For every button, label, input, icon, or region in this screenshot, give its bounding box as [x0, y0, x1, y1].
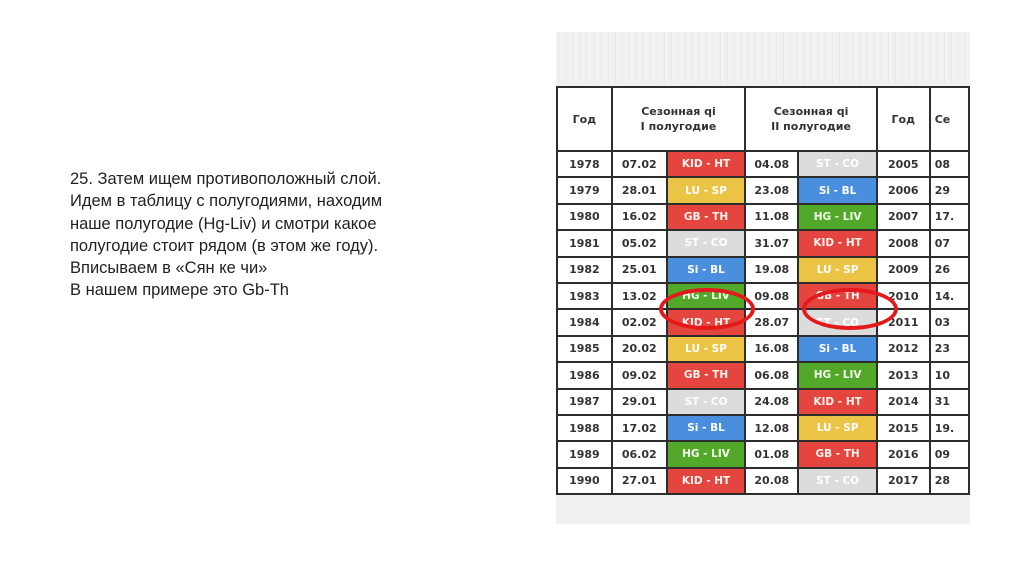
second-half-date-cell: 06.08 [745, 362, 798, 388]
table-header-row [557, 87, 969, 151]
year-2-cell: 2015 [877, 415, 930, 441]
instruction-line: Вписываем в «Сян ке чи» [70, 259, 268, 278]
half-year-table [556, 86, 970, 495]
header-partial: Се [930, 87, 969, 151]
second-half-date-cell: 09.08 [745, 283, 798, 309]
scan-noise [556, 32, 970, 82]
header-first-half-line2: I полугодие [640, 120, 717, 133]
header-second-half-line2: II полугодие [771, 120, 851, 133]
year-cell: 1982 [557, 257, 612, 283]
partial-cell: 29 [930, 177, 969, 203]
partial-cell: 26 [930, 257, 969, 283]
year-cell: 1988 [557, 415, 612, 441]
second-half-layer-cell: LU - SP [798, 415, 876, 441]
year-2-cell: 2017 [877, 468, 930, 494]
first-half-date-cell: 16.02 [612, 204, 667, 230]
year-2-cell: 2012 [877, 336, 930, 362]
first-half-date-cell: 27.01 [612, 468, 667, 494]
instruction-text [70, 168, 470, 302]
first-half-date-cell: 28.01 [612, 177, 667, 203]
second-half-date-cell: 20.08 [745, 468, 798, 494]
second-half-date-cell: 28.07 [745, 309, 798, 335]
year-2-cell: 2006 [877, 177, 930, 203]
year-cell: 1986 [557, 362, 612, 388]
table-row [557, 362, 969, 388]
partial-cell: 03 [930, 309, 969, 335]
year-2-cell: 2014 [877, 389, 930, 415]
first-half-date-cell: 20.02 [612, 336, 667, 362]
highlight-ring-gb-th [802, 288, 898, 330]
year-2-cell: 2007 [877, 204, 930, 230]
year-2-cell: 2005 [877, 151, 930, 177]
second-half-date-cell: 04.08 [745, 151, 798, 177]
second-half-date-cell: 11.08 [745, 204, 798, 230]
partial-cell: 23 [930, 336, 969, 362]
first-half-date-cell: 25.01 [612, 257, 667, 283]
second-half-date-cell: 16.08 [745, 336, 798, 362]
instruction-line: В нашем примере это Gb-Th [70, 281, 289, 300]
second-half-date-cell: 31.07 [745, 230, 798, 256]
year-cell: 1980 [557, 204, 612, 230]
table-row [557, 283, 969, 309]
partial-cell: 08 [930, 151, 969, 177]
year-2-cell: 2010 [877, 283, 930, 309]
second-half-layer-cell: ST - CO [798, 309, 876, 335]
second-half-date-cell: 23.08 [745, 177, 798, 203]
year-2-cell: 2009 [877, 257, 930, 283]
highlight-ring-hg-liv [659, 288, 755, 330]
second-half-layer-cell: GB - TH [798, 283, 876, 309]
year-2-cell: 2008 [877, 230, 930, 256]
table-row [557, 389, 969, 415]
first-half-layer-cell: Si - BL [667, 415, 745, 441]
year-cell: 1987 [557, 389, 612, 415]
header-first-half-line1: Сезонная qi [641, 105, 716, 118]
table-row [557, 177, 969, 203]
second-half-date-cell: 19.08 [745, 257, 798, 283]
first-half-layer-cell: KID - HT [667, 468, 745, 494]
table-row [557, 468, 969, 494]
second-half-layer-cell: Si - BL [798, 336, 876, 362]
table-row [557, 230, 969, 256]
second-half-layer-cell: HG - LIV [798, 204, 876, 230]
year-cell: 1984 [557, 309, 612, 335]
partial-cell: 09 [930, 441, 969, 467]
year-cell: 1979 [557, 177, 612, 203]
partial-cell: 14. [930, 283, 969, 309]
second-half-layer-cell: ST - CO [798, 468, 876, 494]
first-half-date-cell: 17.02 [612, 415, 667, 441]
first-half-layer-cell: KID - HT [667, 151, 745, 177]
first-half-layer-cell: LU - SP [667, 177, 745, 203]
partial-cell: 17. [930, 204, 969, 230]
first-half-date-cell: 05.02 [612, 230, 667, 256]
second-half-date-cell: 12.08 [745, 415, 798, 441]
second-half-layer-cell: ST - CO [798, 151, 876, 177]
second-half-date-cell: 01.08 [745, 441, 798, 467]
header-year-2: Год [877, 87, 930, 151]
year-2-cell: 2011 [877, 309, 930, 335]
second-half-layer-cell: GB - TH [798, 441, 876, 467]
year-cell: 1981 [557, 230, 612, 256]
header-year: Год [557, 87, 612, 151]
header-second-half-line1: Сезонная qi [773, 105, 849, 118]
table-row [557, 415, 969, 441]
year-cell: 1978 [557, 151, 612, 177]
year-2-cell: 2016 [877, 441, 930, 467]
instruction-line: наше полугодие (Hg-Liv) и смотри какое [70, 214, 377, 233]
year-cell: 1989 [557, 441, 612, 467]
second-half-layer-cell: HG - LIV [798, 362, 876, 388]
instruction-line: 25. Затем ищем противоположный слой. [70, 170, 382, 188]
second-half-layer-cell: KID - HT [798, 389, 876, 415]
partial-cell: 10 [930, 362, 969, 388]
table-row [557, 336, 969, 362]
first-half-date-cell: 13.02 [612, 283, 667, 309]
instruction-line: полугодие стоит рядом (в этом же году). [70, 236, 379, 255]
table-row [557, 309, 969, 335]
table-row [557, 151, 969, 177]
second-half-date-cell: 24.08 [745, 389, 798, 415]
half-year-table-image [556, 32, 970, 524]
table-row [557, 257, 969, 283]
first-half-layer-cell: LU - SP [667, 336, 745, 362]
table-row [557, 441, 969, 467]
partial-cell: 19. [930, 415, 969, 441]
first-half-layer-cell: KID - HT [667, 309, 745, 335]
first-half-layer-cell: HG - LIV [667, 441, 745, 467]
second-half-layer-cell: LU - SP [798, 257, 876, 283]
first-half-layer-cell: GB - TH [667, 204, 745, 230]
second-half-layer-cell: Si - BL [798, 177, 876, 203]
first-half-layer-cell: GB - TH [667, 362, 745, 388]
partial-cell: 28 [930, 468, 969, 494]
header-first-half [612, 87, 745, 151]
second-half-layer-cell: KID - HT [798, 230, 876, 256]
partial-cell: 07 [930, 230, 969, 256]
first-half-date-cell: 07.02 [612, 151, 667, 177]
year-2-cell: 2013 [877, 362, 930, 388]
year-cell: 1983 [557, 283, 612, 309]
partial-cell: 31 [930, 389, 969, 415]
first-half-layer-cell: ST - CO [667, 389, 745, 415]
table-row [557, 204, 969, 230]
year-cell: 1985 [557, 336, 612, 362]
instruction-line: Идем в таблицу с полугодиями, находим [70, 192, 383, 211]
first-half-layer-cell: HG - LIV [667, 283, 745, 309]
first-half-date-cell: 02.02 [612, 309, 667, 335]
header-second-half [745, 87, 877, 151]
first-half-layer-cell: ST - CO [667, 230, 745, 256]
first-half-date-cell: 09.02 [612, 362, 667, 388]
first-half-layer-cell: Si - BL [667, 257, 745, 283]
first-half-date-cell: 29.01 [612, 389, 667, 415]
first-half-date-cell: 06.02 [612, 441, 667, 467]
year-cell: 1990 [557, 468, 612, 494]
